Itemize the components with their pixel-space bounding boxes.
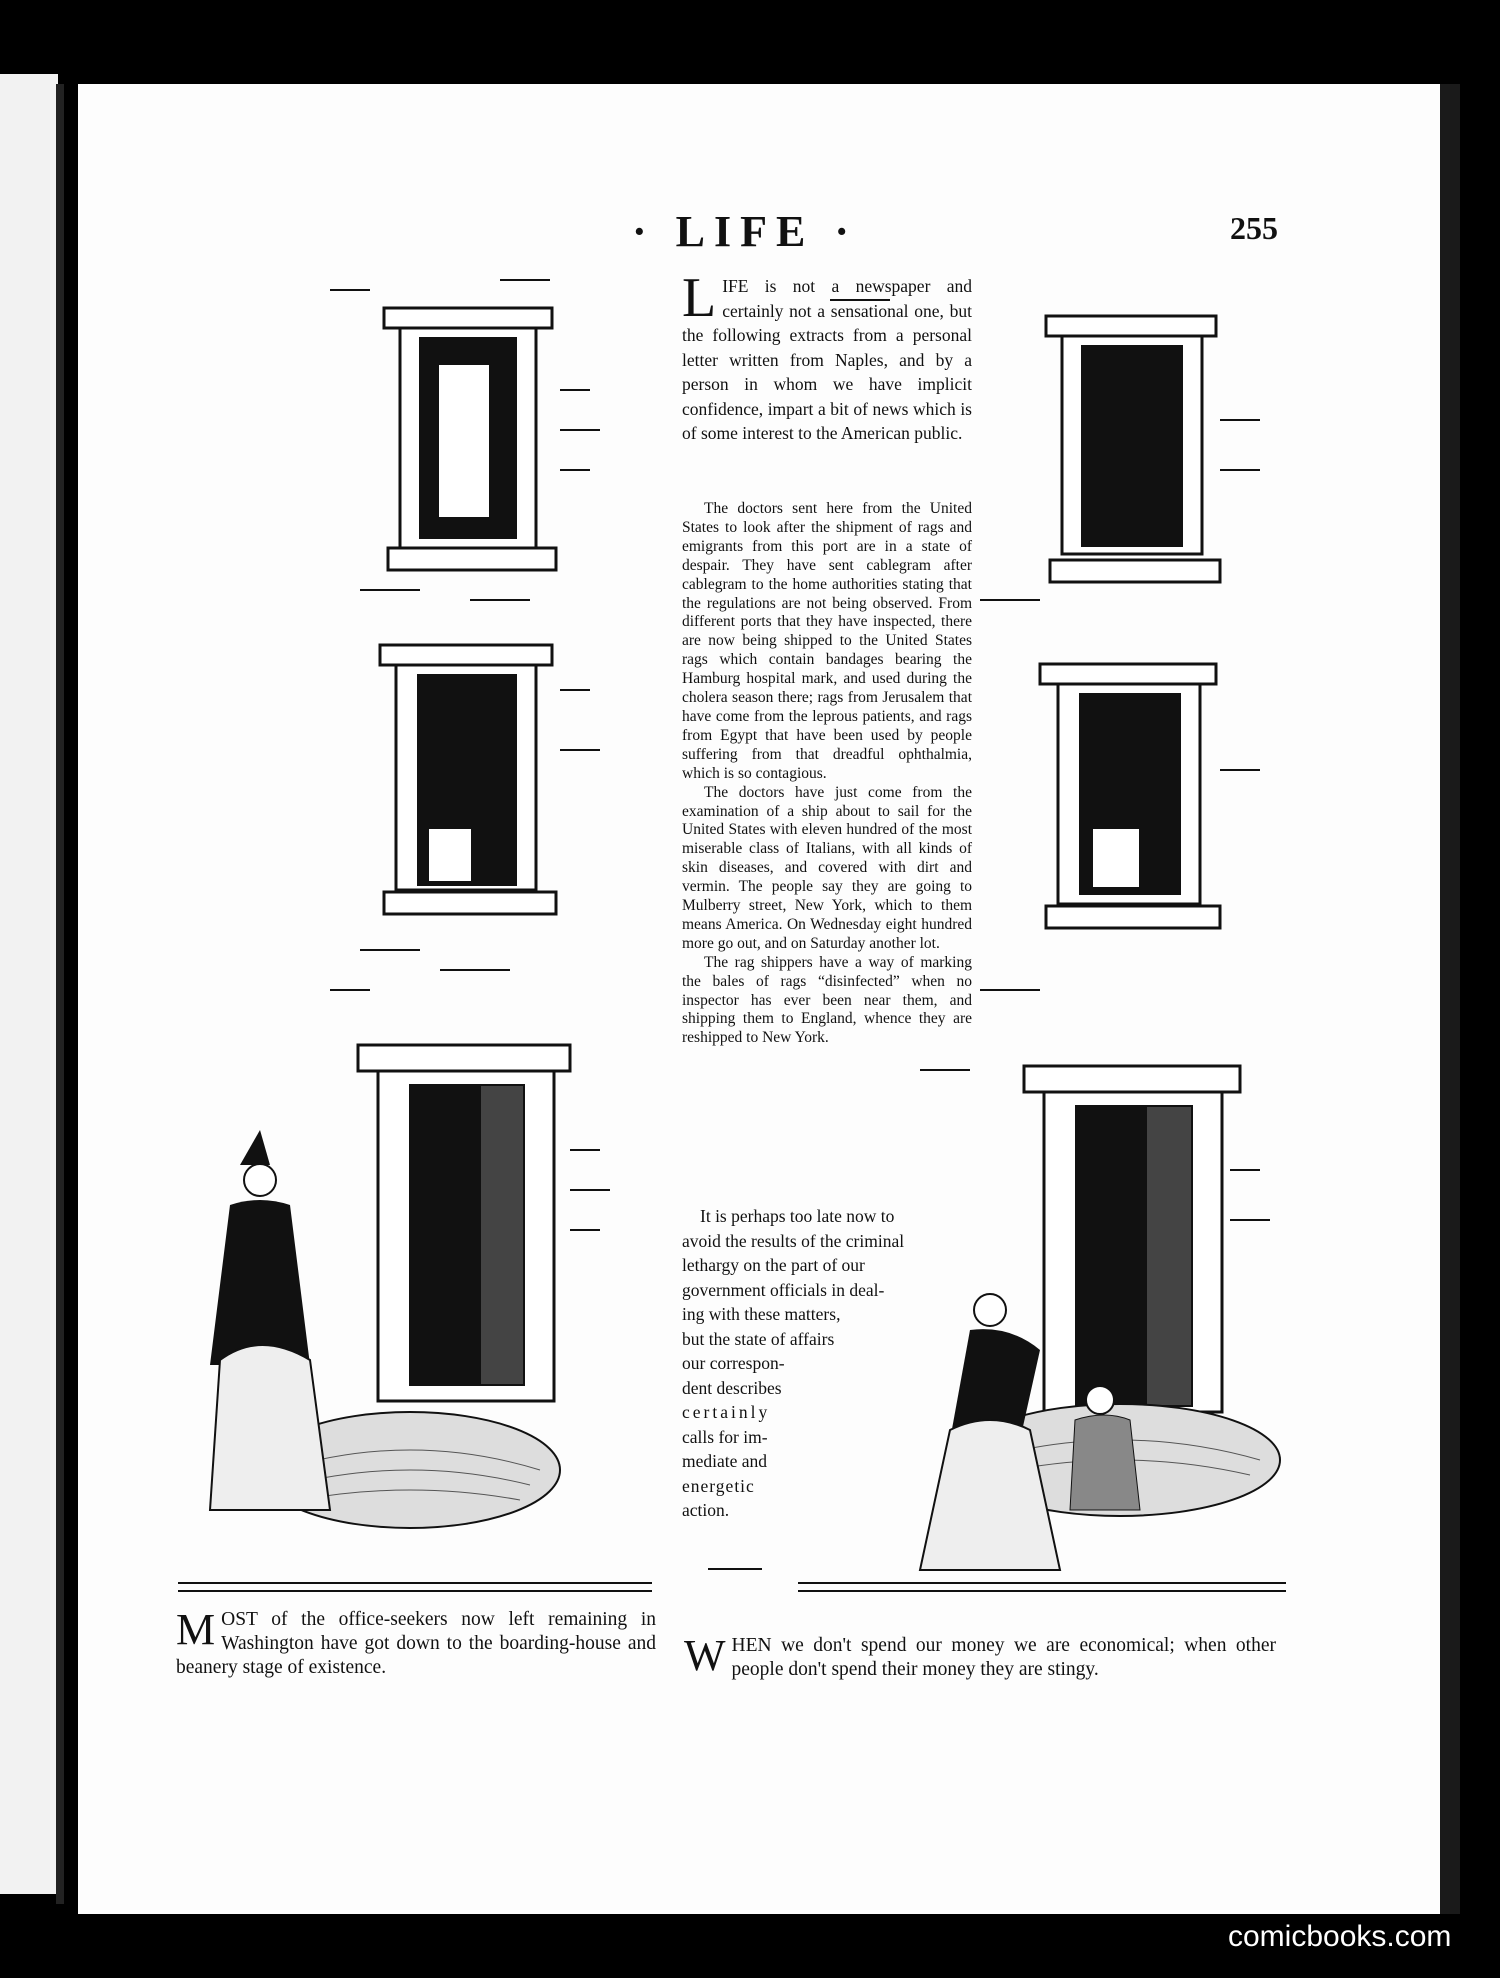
intro-text: IFE is not a newspaper and certainly not a sensational one, but the following extracts from a personal letter written from Naples, and by a person in whom we have implicit confidence, impart a bit of news which is of some interest to the American public. bbox=[682, 276, 972, 443]
article-intro bbox=[682, 267, 972, 446]
closing-line: our correspon- bbox=[682, 1353, 785, 1373]
footer-text: HEN we don't spend our money we are economical; when other people don't spend their money they are stingy. bbox=[731, 1635, 1276, 1680]
closing-line: lethargy on the part of our bbox=[682, 1255, 865, 1275]
closing-line: ing with these matters, bbox=[682, 1304, 841, 1324]
bottom-rule-right bbox=[798, 1582, 1286, 1592]
page-number: 255 bbox=[1230, 210, 1278, 246]
closing-line: avoid the results of the criminal bbox=[682, 1230, 905, 1251]
closing-line: It is perhaps too late now to bbox=[700, 1206, 895, 1226]
closing-line: certainly bbox=[682, 1402, 771, 1422]
watermark: comicbooks.com bbox=[1228, 1920, 1452, 1953]
footer-item-economical bbox=[684, 1631, 1276, 1682]
closing-line: government officials in deal- bbox=[682, 1279, 885, 1300]
closing-line: dent describes bbox=[682, 1377, 782, 1398]
section-divider bbox=[708, 1568, 762, 1570]
page-gutter bbox=[56, 84, 64, 1904]
article-closing bbox=[682, 1204, 972, 1523]
intro-dropcap: L bbox=[682, 267, 717, 329]
article-paragraph: The rag shippers have a way of marking the bales of rags “disinfected” when no inspector has ever been near them, and shipping them to England, whence they are reshipped to New York. bbox=[682, 953, 972, 1047]
closing-line: but the state of affairs bbox=[682, 1328, 835, 1349]
closing-line: mediate and bbox=[682, 1451, 768, 1471]
bottom-rule-left bbox=[178, 1582, 652, 1592]
closing-line: calls for im- bbox=[682, 1426, 768, 1447]
left-illustration bbox=[140, 270, 670, 1590]
footer-dropcap: W bbox=[684, 1631, 726, 1680]
closing-line: energetic bbox=[682, 1475, 755, 1496]
footer-text: OST of the office-seekers now left remaining in Washington have got down to the boarding-house and beanery stage of existence. bbox=[176, 1609, 656, 1678]
footer-dropcap: M bbox=[176, 1605, 216, 1654]
footer-item-office-seekers bbox=[176, 1605, 656, 1680]
page-right-edge bbox=[1440, 84, 1460, 1914]
article-body bbox=[682, 500, 972, 1048]
previous-page-edge bbox=[0, 74, 58, 1894]
closing-line: action. bbox=[682, 1500, 730, 1520]
masthead: · LIFE · bbox=[632, 207, 859, 256]
article-paragraph: The doctors sent here from the United States to look after the shipment of rags and emigrants from this port are in a state of despair. They have sent cablegram after cablegram to the home authorities stating that the regulations are not being observed. From different ports that they have inspected, there are now being shipped to the United States rags which contain bandages bearing the Hamburg hospital mark, and used during the cholera season there; rags from Jerusalem that have come from the leprous patients, and rags from Egypt that have been used by people suffering from that dreadful ophthalmia, which is so contagious. bbox=[682, 500, 972, 782]
article-paragraph: The doctors have just come from the examination of a ship about to sail for the United States with eleven hundred of the most miserable class of Italians, with all kinds of skin diseases, and covered with dirt and vermin. The people say they are going to Mulberry street, New York, which to them means America. On Wednesday eight hundred more go out, and on Saturday another lot. bbox=[682, 783, 972, 952]
